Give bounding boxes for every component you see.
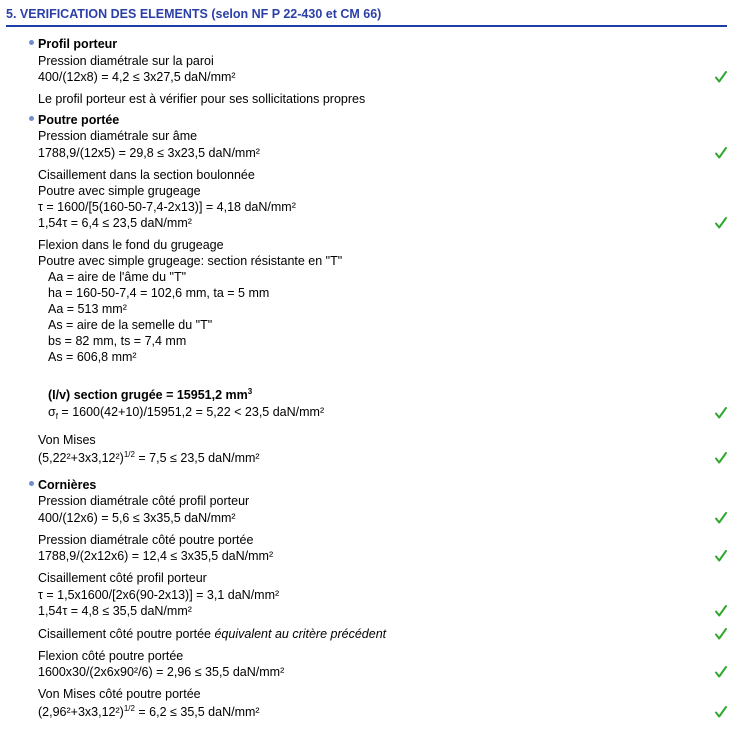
sigma-subscript: f — [55, 412, 58, 421]
as-definition: As = aire de la semelle du "T" — [48, 318, 213, 332]
poutre-vm-exponent: 1/2 — [123, 450, 135, 459]
cornieres-p2-label: Pression diamétrale côté poutre portée — [38, 533, 254, 547]
checkmark-icon — [714, 511, 728, 525]
as-value: As = 606,8 mm² — [48, 350, 137, 364]
checkmark-icon — [714, 604, 728, 618]
poutre-pression-calc: 1788,9/(12x5) = 29,8 ≤ 3x23,5 daN/mm² — [38, 146, 260, 160]
checkmark-icon — [714, 216, 728, 230]
checkmark-icon — [714, 705, 728, 719]
sigma-line — [48, 404, 324, 420]
ha-line: ha = 160-50-7,4 = 102,6 mm, ta = 5 mm — [48, 286, 270, 300]
poutre-cisaillement-sub: Poutre avec simple grugeage — [38, 184, 201, 198]
iv-text: (I/v) section grugée = 15951,2 mm — [48, 388, 248, 402]
bullet-dot-icon — [29, 116, 34, 121]
cornieres-p1-calc: 400/(12x6) = 5,6 ≤ 3x35,5 daN/mm² — [38, 511, 236, 525]
cornieres-c1-calc2: 1,54τ = 4,8 ≤ 35,5 daN/mm² — [38, 604, 192, 618]
bullet-dot-icon — [29, 40, 34, 45]
iv-section-line — [48, 387, 252, 403]
cornieres-c2-label: Cisaillement côté poutre portée — [38, 627, 215, 641]
sigma-calc: = 1600(42+10)/15951,2 = 5,22 < 23,5 daN/mm² — [57, 405, 325, 419]
cornieres-c2-line — [38, 626, 386, 642]
checkmark-icon — [714, 451, 728, 465]
cornieres-vm-post: = 6,2 ≤ 35,5 daN/mm² — [134, 705, 260, 719]
poutre-pression-label: Pression diamétrale sur âme — [38, 129, 198, 143]
profil-porteur-title: Profil porteur — [38, 37, 118, 51]
section-header — [6, 7, 727, 27]
poutre-von-mises-label: Von Mises — [38, 433, 96, 447]
cornieres-c1-calc1: τ = 1,5x1600/[2x6(90-2x13)] = 3,1 daN/mm² — [38, 588, 280, 602]
aa-value: Aa = 513 mm² — [48, 302, 127, 316]
cornieres-vm-pre: (2,96²+3x3,12²) — [38, 705, 124, 719]
cornieres-vm-calc — [38, 704, 260, 720]
poutre-flexion-label: Flexion dans le fond du grugeage — [38, 238, 224, 252]
checkmark-icon — [714, 549, 728, 563]
aa-definition: Aa = aire de l'âme du "T" — [48, 270, 187, 284]
cornieres-f-calc: 1600x30/(2x6x90²/6) = 2,96 ≤ 35,5 daN/mm² — [38, 665, 285, 679]
checkmark-icon — [714, 665, 728, 679]
poutre-portee-title: Poutre portée — [38, 113, 120, 127]
section-title: 5. VERIFICATION DES ELEMENTS (selon NF P 22-430 et CM 66) — [6, 7, 382, 21]
cornieres-vm-exponent: 1/2 — [123, 704, 135, 713]
cornieres-title: Cornières — [38, 478, 97, 492]
cornieres-vm-label: Von Mises côté poutre portée — [38, 687, 201, 701]
poutre-vm-pre: (5,22²+3x3,12²) — [38, 451, 124, 465]
cornieres-p2-calc: 1788,9/(2x12x6) = 12,4 ≤ 3x35,5 daN/mm² — [38, 549, 274, 563]
profil-pression-label: Pression diamétrale sur la paroi — [38, 54, 214, 68]
bs-line: bs = 82 mm, ts = 7,4 mm — [48, 334, 187, 348]
profil-note: Le profil porteur est à vérifier pour ses sollicitations propres — [38, 92, 366, 106]
cornieres-c1-label: Cisaillement côté profil porteur — [38, 571, 207, 585]
cornieres-f-label: Flexion côté poutre portée — [38, 649, 184, 663]
checkmark-icon — [714, 70, 728, 84]
iv-exponent: 3 — [247, 387, 253, 396]
poutre-cisaillement-label: Cisaillement dans la section boulonnée — [38, 168, 255, 182]
poutre-cisaillement-calc2: 1,54τ = 6,4 ≤ 23,5 daN/mm² — [38, 216, 192, 230]
poutre-flexion-sub: Poutre avec simple grugeage: section résistante en "T" — [38, 254, 343, 268]
cornieres-p1-label: Pression diamétrale côté profil porteur — [38, 494, 250, 508]
poutre-von-mises-calc — [38, 450, 260, 466]
checkmark-icon — [714, 406, 728, 420]
cornieres-c2-note: équivalent au critère précédent — [214, 627, 387, 641]
poutre-cisaillement-calc1: τ = 1600/[5(160-50-7,4-2x13)] = 4,18 daN/mm² — [38, 200, 296, 214]
profil-pression-calc: 400/(12x8) = 4,2 ≤ 3x27,5 daN/mm² — [38, 70, 236, 84]
checkmark-icon — [714, 627, 728, 641]
checkmark-icon — [714, 146, 728, 160]
sigma-symbol: σ — [48, 405, 56, 419]
bullet-dot-icon — [29, 481, 34, 486]
poutre-vm-post: = 7,5 ≤ 23,5 daN/mm² — [134, 451, 260, 465]
